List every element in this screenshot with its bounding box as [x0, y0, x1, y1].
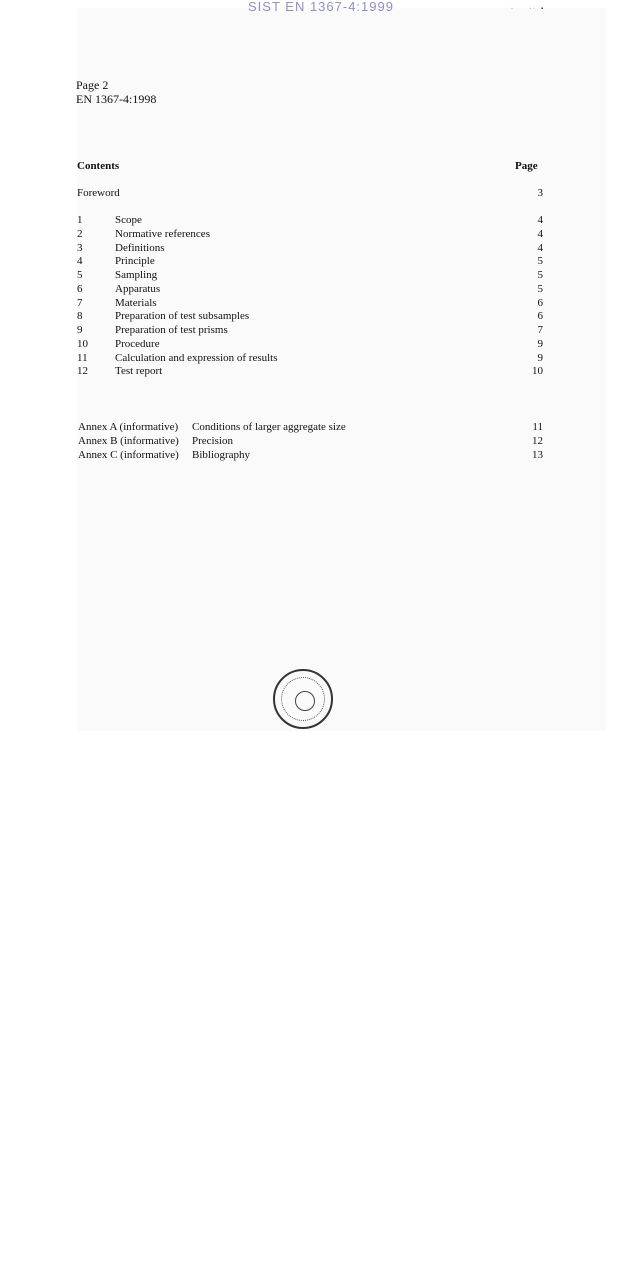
toc-annex-page: 13	[532, 449, 543, 461]
toc-clause-page: 9	[537, 337, 543, 350]
toc-clause-number: 9	[77, 324, 83, 336]
toc-clause-page: 9	[537, 351, 543, 364]
toc-clause-page: 5	[537, 269, 543, 281]
toc-annex-number: Annex C (informative)	[78, 449, 179, 461]
stamp-seal	[273, 669, 333, 729]
toc-clause-title[interactable]: Procedure	[115, 337, 160, 350]
toc-clause-number: 4	[77, 255, 83, 268]
toc-clause-title[interactable]: Sampling	[115, 269, 158, 281]
toc-foreword-page: 3	[537, 187, 543, 199]
toc-clause-title[interactable]: Normative references	[115, 227, 210, 240]
toc-clause-title[interactable]: Principle	[115, 255, 155, 268]
toc-clause-number: 11	[77, 351, 88, 364]
toc-clause-page: 6	[537, 296, 543, 309]
toc-clause-page: 5	[537, 282, 543, 295]
toc-clause-title[interactable]: Preparation of test subsamples	[115, 310, 250, 323]
toc-clause-title[interactable]: Materials	[115, 296, 157, 309]
toc-clause-title[interactable]: Test report	[115, 365, 163, 378]
toc-clause-number: 7	[77, 296, 83, 309]
toc-clause-page: 7	[537, 324, 543, 336]
watermark: SIST EN 1367-4:1999	[248, 0, 394, 14]
toc-clause-page: 6	[537, 310, 543, 323]
toc-clause-title[interactable]: Calculation and expression of results	[115, 351, 278, 364]
toc-clause-page: 10	[532, 365, 543, 378]
toc-clause-number: 12	[77, 365, 88, 378]
standard-number: EN 1367-4:1998	[76, 92, 157, 106]
toc-annex-number: Annex B (informative)	[78, 435, 179, 447]
toc-annex-page: 12	[532, 435, 543, 447]
toc-clause-title[interactable]: Definitions	[115, 241, 165, 254]
toc-clause-page: 4	[537, 227, 543, 240]
toc-foreword[interactable]: Foreword	[77, 187, 120, 199]
toc-clause-page: 4	[537, 214, 543, 226]
scan-speckles: · · · ▪	[511, 6, 544, 12]
toc-clause-number: 1	[77, 214, 83, 226]
toc-clause-number: 8	[77, 310, 83, 323]
toc-clause-page: 5	[537, 255, 543, 268]
toc-clause-number: 5	[77, 269, 83, 281]
page-number: Page 2	[76, 78, 109, 92]
toc-clause-number: 6	[77, 282, 83, 295]
toc-annex-title[interactable]: Precision	[192, 435, 233, 447]
toc-clause-number: 2	[77, 227, 83, 240]
toc-annex-title[interactable]: Conditions of larger aggregate size	[192, 421, 346, 433]
toc-annex-number: Annex A (informative)	[78, 421, 179, 433]
toc-clause-title[interactable]: Apparatus	[115, 282, 161, 295]
toc-clause-title[interactable]: Preparation of test prisms	[115, 324, 228, 336]
page-column-heading: Page	[515, 160, 538, 172]
toc-clause-title[interactable]: Scope	[115, 214, 142, 226]
contents-title: Contents	[77, 160, 120, 172]
toc-clause-number: 3	[77, 241, 83, 254]
toc-annex-page: 11	[532, 421, 543, 433]
toc-clause-number: 10	[77, 337, 88, 350]
toc-clause-page: 4	[537, 241, 543, 254]
toc-annex-title[interactable]: Bibliography	[192, 449, 251, 461]
